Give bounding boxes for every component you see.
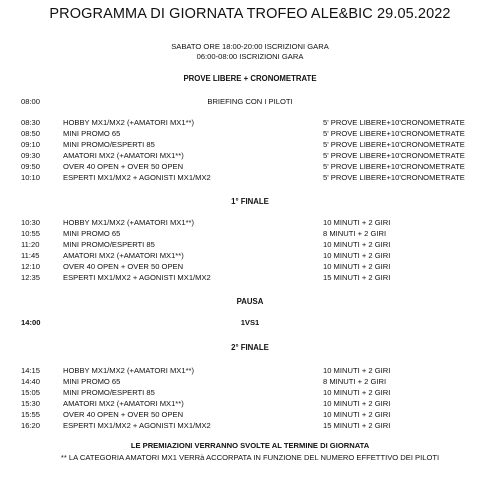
row-detail: 10 MINUTI + 2 GIRI [323, 218, 391, 227]
row-time: 11:45 [21, 251, 40, 260]
section-final-1: 1° FINALE [231, 197, 269, 206]
footer-awards-note: LE PREMIAZIONI VERRANNO SVOLTE AL TERMINE DI GIORNATA [130, 441, 370, 450]
row-category: AMATORI MX2 (+AMATORI MX1**) [63, 151, 184, 160]
registration-line-1: SABATO ORE 18:00-20:00 ISCRIZIONI GARA [171, 42, 329, 51]
row-category: AMATORI MX2 (+AMATORI MX1**) [63, 251, 184, 260]
row-detail: 10 MINUTI + 2 GIRI [323, 388, 391, 397]
row-detail: 10 MINUTI + 2 GIRI [323, 262, 391, 271]
row-time: 15:55 [21, 410, 41, 419]
row-time: 15:05 [21, 388, 41, 397]
briefing-text: BRIEFING CON I PILOTI [207, 97, 293, 106]
row-category: HOBBY MX1/MX2 (+AMATORI MX1**) [63, 118, 195, 127]
row-time: 16:20 [21, 421, 41, 430]
row-detail: 10 MINUTI + 2 GIRI [323, 240, 391, 249]
section-pause: PAUSA [236, 297, 264, 306]
row-time: 11:20 [21, 240, 40, 249]
special-event: 1VS1 [240, 318, 260, 327]
section-practice: PROVE LIBERE + CRONOMETRATE [183, 74, 317, 83]
special-time: 14:00 [21, 318, 41, 327]
row-time: 15:30 [21, 399, 41, 408]
row-category: MINI PROMO/ESPERTI 85 [63, 388, 155, 397]
registration-line-2: 06:00-08:00 ISCRIZIONI GARA [196, 52, 304, 61]
row-category: MINI PROMO 65 [63, 129, 121, 138]
row-detail: 5' PROVE LIBERE+10'CRONOMETRATE [323, 173, 465, 182]
row-detail: 5' PROVE LIBERE+10'CRONOMETRATE [323, 129, 465, 138]
row-detail: 10 MINUTI + 2 GIRI [323, 366, 391, 375]
row-time: 09:30 [21, 151, 41, 160]
row-detail: 5' PROVE LIBERE+10'CRONOMETRATE [323, 140, 465, 149]
row-category: MINI PROMO 65 [63, 229, 121, 238]
row-detail: 10 MINUTI + 2 GIRI [323, 251, 391, 260]
row-detail: 10 MINUTI + 2 GIRI [323, 399, 391, 408]
row-detail: 8 MINUTI + 2 GIRI [323, 377, 387, 386]
row-detail: 10 MINUTI + 2 GIRI [323, 410, 391, 419]
briefing-time: 08:00 [21, 97, 41, 106]
row-category: AMATORI MX2 (+AMATORI MX1**) [63, 399, 184, 408]
row-time: 12:10 [21, 262, 41, 271]
row-category: HOBBY MX1/MX2 (+AMATORI MX1**) [63, 218, 195, 227]
row-category: MINI PROMO/ESPERTI 85 [63, 140, 155, 149]
row-time: 09:50 [21, 162, 41, 171]
row-time: 10:55 [21, 229, 41, 238]
row-category: HOBBY MX1/MX2 (+AMATORI MX1**) [63, 366, 195, 375]
row-detail: 5' PROVE LIBERE+10'CRONOMETRATE [323, 151, 465, 160]
row-category: OVER 40 OPEN + OVER 50 OPEN [63, 162, 184, 171]
section-final-2: 2° FINALE [231, 343, 269, 352]
row-time: 09:10 [21, 140, 41, 149]
row-time: 10:10 [21, 173, 41, 182]
row-detail: 8 MINUTI + 2 GIRI [323, 229, 387, 238]
row-time: 08:30 [21, 118, 41, 127]
row-category: ESPERTI MX1/MX2 + AGONISTI MX1/MX2 [63, 273, 211, 282]
row-time: 12:35 [21, 273, 41, 282]
row-detail: 5' PROVE LIBERE+10'CRONOMETRATE [323, 118, 465, 127]
footer-category-note: ** LA CATEGORIA AMATORI MX1 VERRà ACCORPATA IN FUNZIONE DEL NUMERO EFFETTIVO DEI PILOTI [60, 453, 440, 462]
row-time: 10:30 [21, 218, 41, 227]
row-time: 14:40 [21, 377, 41, 386]
row-detail: 15 MINUTI + 2 GIRI [323, 273, 391, 282]
row-time: 14:15 [21, 366, 41, 375]
row-detail: 15 MINUTI + 2 GIRI [323, 421, 391, 430]
row-category: OVER 40 OPEN + OVER 50 OPEN [63, 262, 184, 271]
row-category: ESPERTI MX1/MX2 + AGONISTI MX1/MX2 [63, 173, 211, 182]
row-category: OVER 40 OPEN + OVER 50 OPEN [63, 410, 184, 419]
row-detail: 5' PROVE LIBERE+10'CRONOMETRATE [323, 162, 465, 171]
row-category: MINI PROMO 65 [63, 377, 121, 386]
row-time: 08:50 [21, 129, 41, 138]
page-title: PROGRAMMA DI GIORNATA TROFEO ALE&BIC 29.05.2022 [49, 6, 451, 22]
row-category: ESPERTI MX1/MX2 + AGONISTI MX1/MX2 [63, 421, 211, 430]
row-category: MINI PROMO/ESPERTI 85 [63, 240, 155, 249]
